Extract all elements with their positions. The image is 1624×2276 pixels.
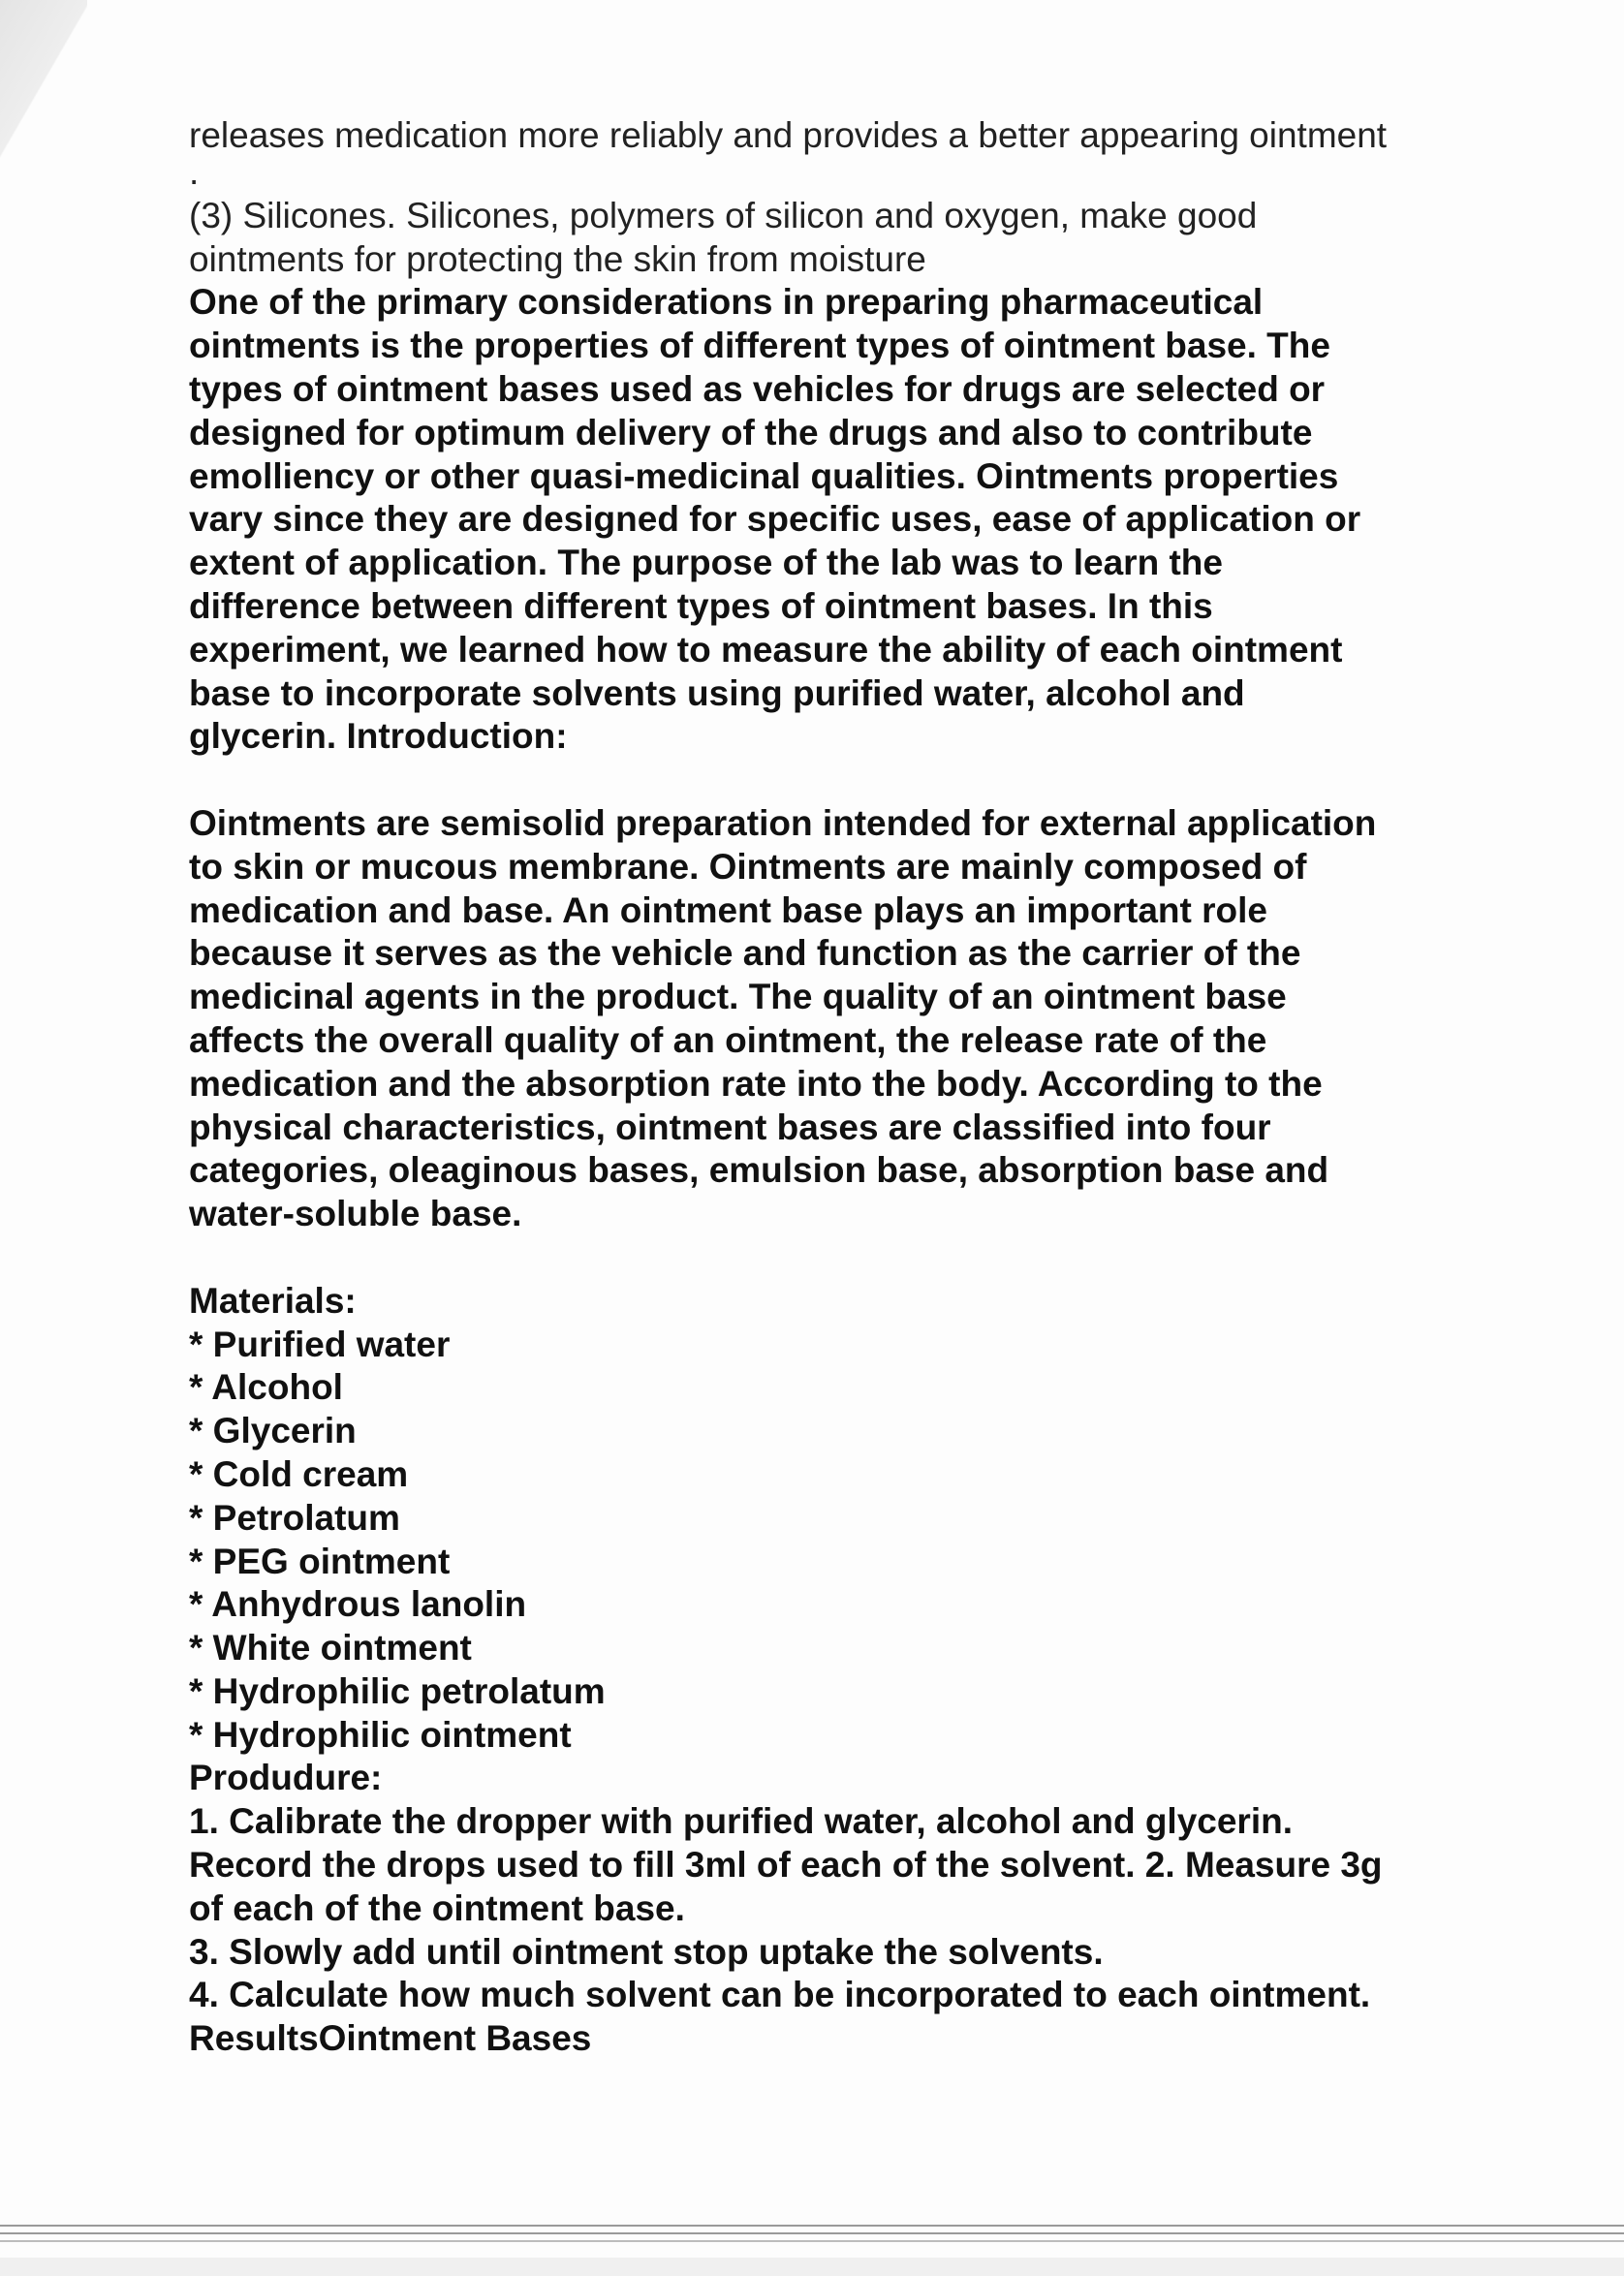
materials-item: * Glycerin: [189, 1411, 357, 1451]
results-heading: ResultsOintment Bases: [189, 2018, 592, 2059]
materials-item: * White ointment: [189, 1628, 472, 1668]
document-body: [189, 114, 1468, 2061]
spacer: [189, 759, 1468, 802]
paragraph-line: Ointments are semisolid preparation intended for external application: [189, 802, 1377, 843]
paragraph-line: base to incorporate solvents using purified water, alcohol and: [189, 672, 1245, 713]
page-edge-line: [0, 2225, 1624, 2227]
paragraph-line: affects the overall quality of an ointment, the release rate of the: [189, 1019, 1267, 1060]
procedure-line: 1. Calibrate the dropper with purified water, alcohol and glycerin.: [189, 1801, 1293, 1842]
paragraph-line: because it serves as the vehicle and function as the carrier of the: [189, 933, 1301, 974]
materials-item: * Purified water: [189, 1324, 451, 1364]
paragraph-line: to skin or mucous membrane. Ointments are mainly composed of: [189, 846, 1307, 887]
materials-heading: Materials:: [189, 1280, 357, 1321]
paragraph-line: vary since they are designed for specific uses, ease of application or: [189, 499, 1361, 540]
paragraph-line: categories, oleaginous bases, emulsion base, absorption base and: [189, 1150, 1329, 1191]
paragraph-line: medication and the absorption rate into the body. According to the: [189, 1063, 1323, 1104]
paragraph-line: glycerin. Introduction:: [189, 716, 568, 757]
materials-item: * Anhydrous lanolin: [189, 1584, 527, 1625]
paragraph-line: medicinal agents in the product. The quality of an ointment base: [189, 977, 1287, 1017]
silicones-line: (3) Silicones. Silicones, polymers of silicon and oxygen, make good: [189, 195, 1258, 235]
procedure-line: Record the drops used to fill 3ml of each of the solvent. 2. Measure 3g: [189, 1845, 1383, 1886]
scan-bottom-band: [0, 2258, 1624, 2276]
paragraph-line: water-soluble base.: [189, 1194, 522, 1234]
page-fold-shadow: [0, 0, 87, 194]
paragraph-line: extent of application. The purpose of the lab was to learn the: [189, 543, 1223, 583]
silicones-line: ointments for protecting the skin from moisture: [189, 238, 926, 279]
procedure-heading: Produdure:: [189, 1758, 383, 1798]
paragraph-introduction: [189, 802, 1468, 1236]
paragraph-purpose: [189, 281, 1468, 759]
materials-item: * PEG ointment: [189, 1541, 451, 1581]
paragraph-line: difference between different types of ointment bases. In this: [189, 585, 1213, 626]
procedure-list: [189, 1800, 1468, 2061]
paragraph-line: physical characteristics, ointment bases are classified into four: [189, 1107, 1271, 1147]
procedure-line: 3. Slowly add until ointment stop uptake the solvents.: [189, 1931, 1104, 1972]
paragraph-line: ointments is the properties of different types of ointment base. The: [189, 326, 1330, 366]
procedure-line: of each of the ointment base.: [189, 1887, 685, 1928]
paragraph-line: medication and base. An ointment base plays an important role: [189, 889, 1267, 930]
spacer: [189, 1236, 1468, 1280]
paragraph-line: One of the primary considerations in preparing pharmaceutical: [189, 282, 1264, 323]
page-edge-line: [0, 2232, 1624, 2234]
paragraph-line: designed for optimum delivery of the drugs and also to contribute: [189, 412, 1313, 452]
paragraph-line: types of ointment bases used as vehicles for drugs are selected or: [189, 368, 1326, 409]
procedure-line: 4. Calculate how much solvent can be incorporated to each ointment.: [189, 1975, 1371, 2015]
materials-item: * Hydrophilic petrolatum: [189, 1670, 606, 1711]
paragraph-line: experiment, we learned how to measure the ability of each ointment: [189, 629, 1343, 670]
materials-item: * Alcohol: [189, 1367, 343, 1408]
materials-item: * Petrolatum: [189, 1497, 400, 1538]
materials-item: * Hydrophilic ointment: [189, 1714, 572, 1755]
materials-list: [189, 1324, 1468, 1758]
page-edge-line: [0, 2240, 1624, 2242]
intro-line: .: [189, 151, 200, 192]
paragraph-line: emolliency or other quasi-medicinal qualities. Ointments properties: [189, 455, 1339, 496]
materials-item: * Cold cream: [189, 1453, 409, 1494]
intro-line: releases medication more reliably and provides a better appearing ointment: [189, 115, 1388, 155]
